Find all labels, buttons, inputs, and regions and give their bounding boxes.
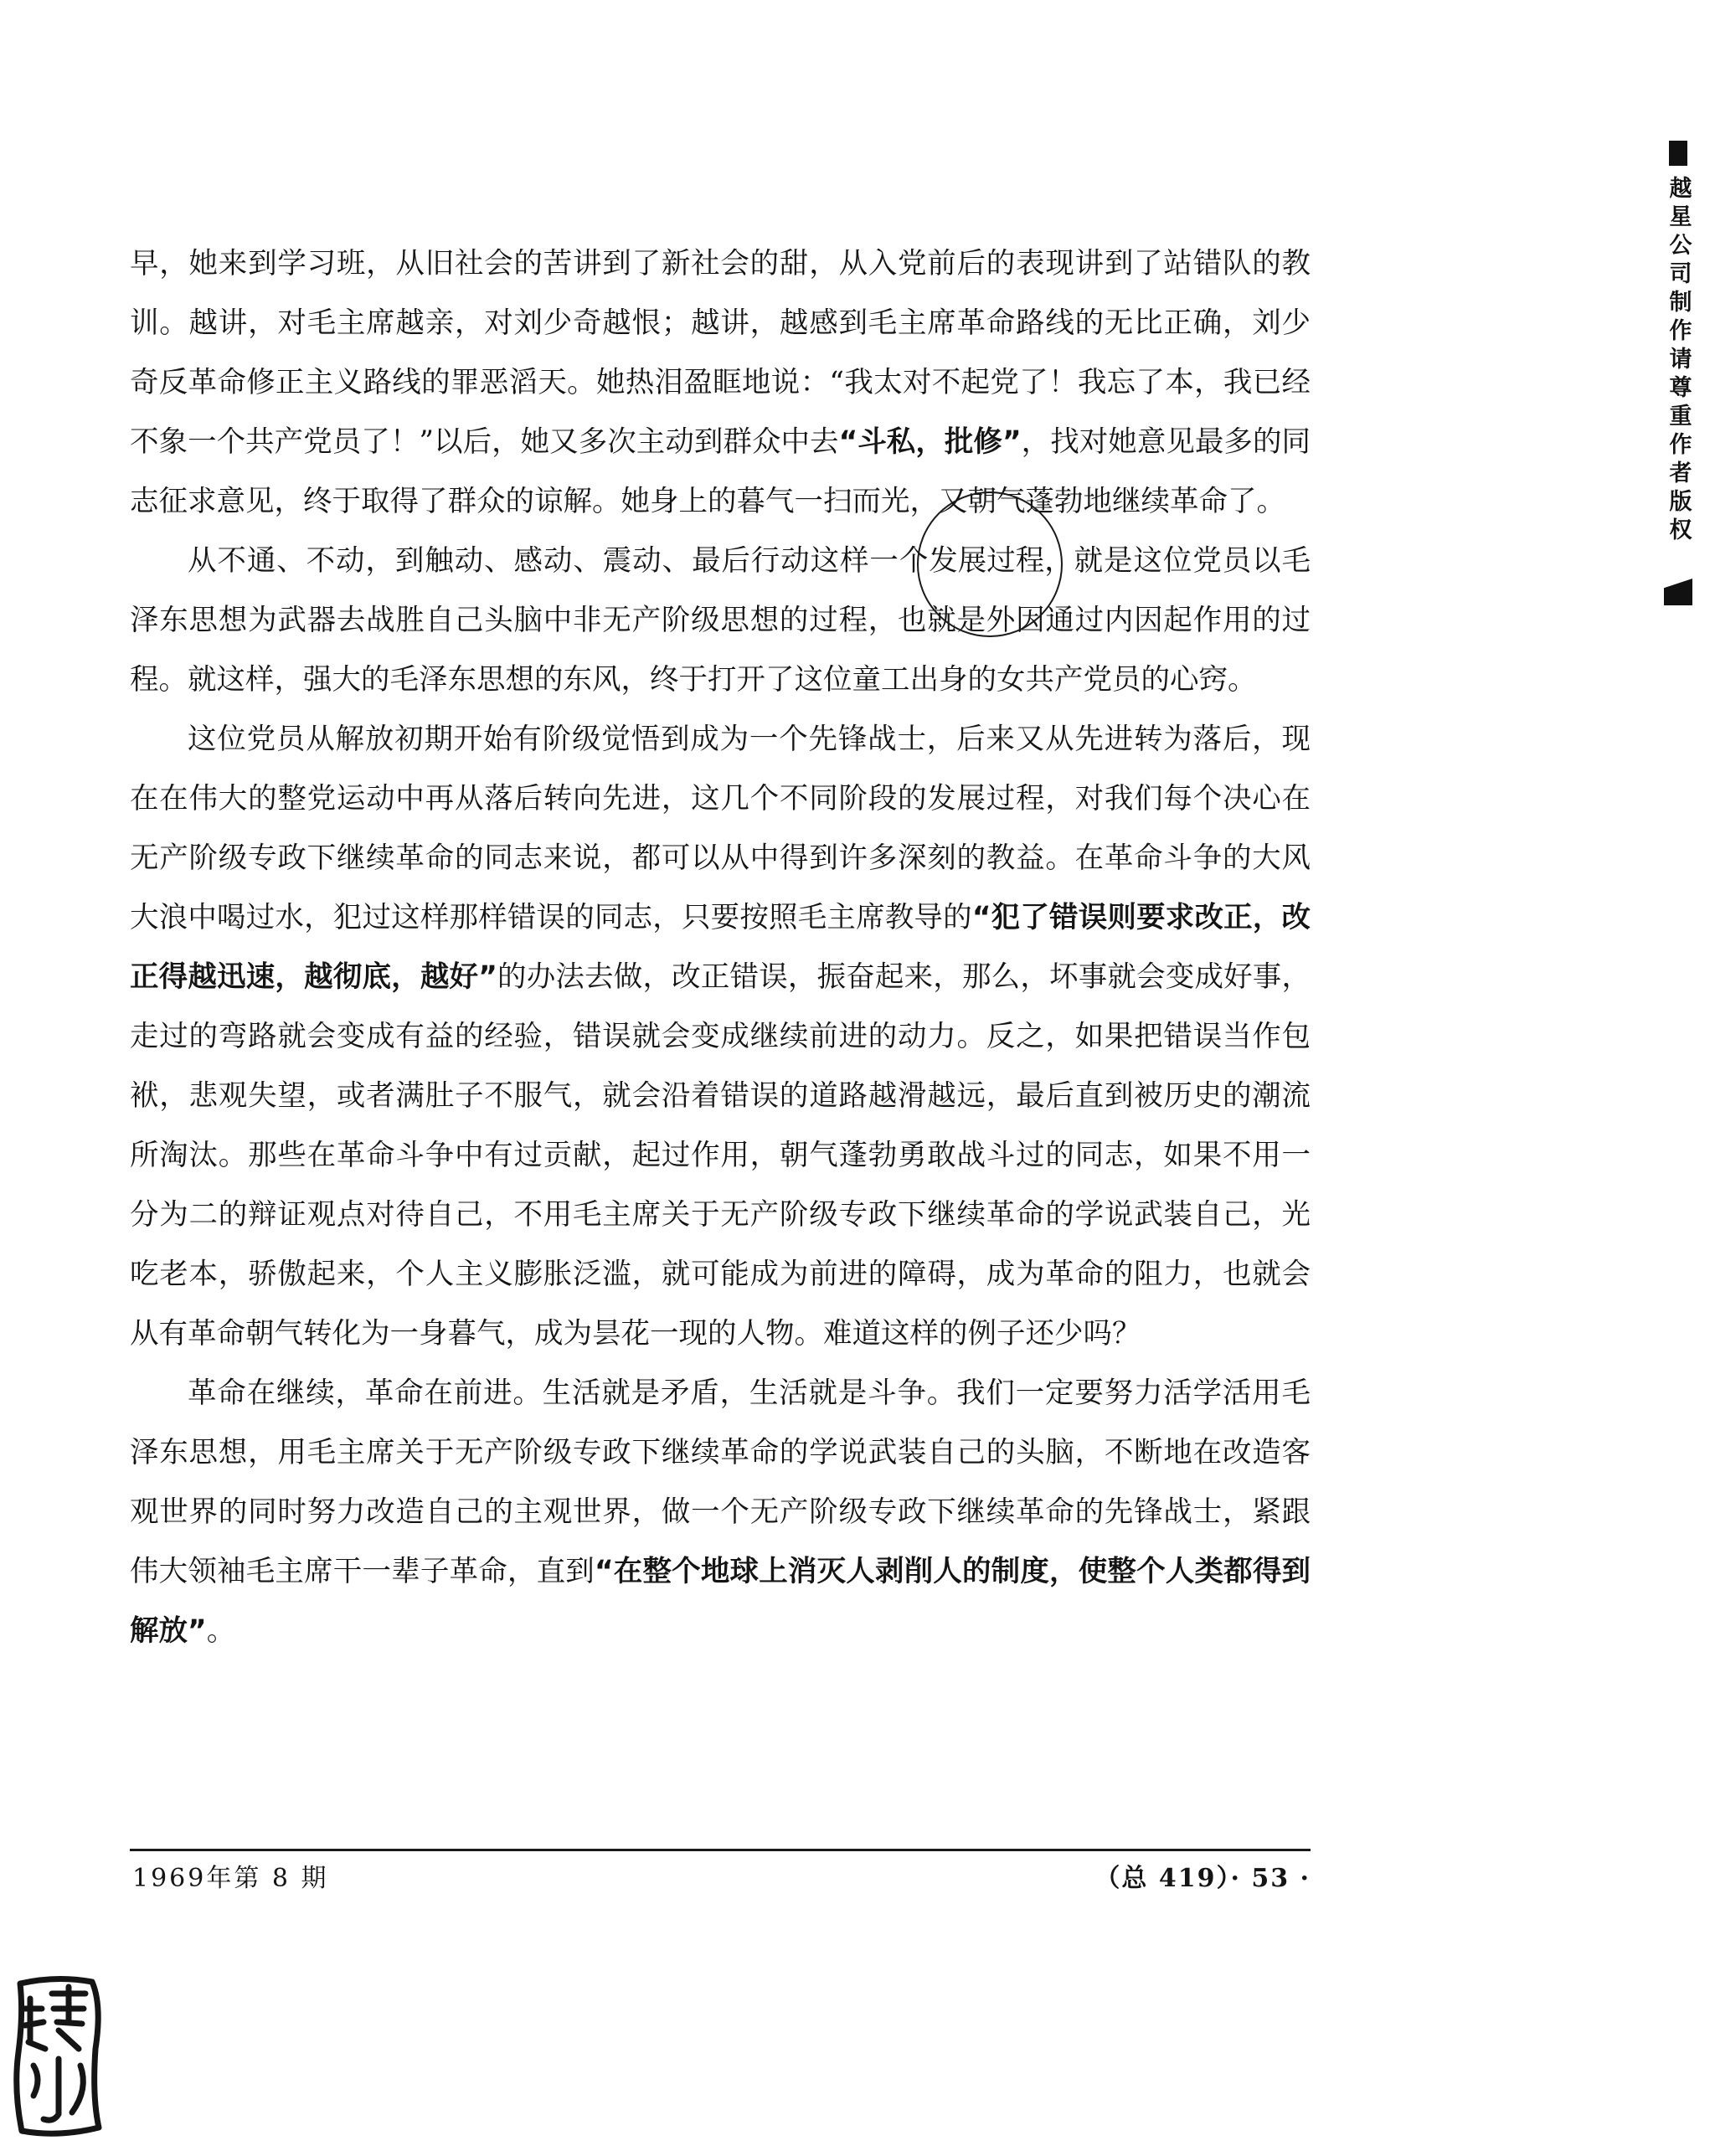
- paragraph: [130, 1364, 1311, 1661]
- quotation-emphasis: “斗私，批修”: [838, 425, 1022, 459]
- circled-annotation: 发展过程，: [929, 532, 1074, 591]
- page-number: （总 419）· 53 ·: [1094, 1864, 1311, 1893]
- copyright-sidebar: [1658, 141, 1698, 605]
- quotation-emphasis: “在整个地球上消灭人剥削人的制度，使整个人类都得到解放”: [130, 1555, 1311, 1648]
- text-segment: 。: [206, 1614, 236, 1648]
- text-segment: 革命在继续，革命在前进。生活就是矛盾，生活就是斗争。我们一定要努力活学活用毛泽东思想，用毛主席关于无产阶级专政下继续革命的学说武装自己的头脑，不断地在改造客观世界的同时努力改造自己的主观世界，做一个无产阶级专政下继续革命的先锋战士，紧跟伟大领袖毛主席干一辈子革命，直到: [130, 1376, 1311, 1588]
- text-segment: 就是这位党员以毛泽东思想为武器去战胜自己头脑中非无产阶级思想的过程，也就是外因通过内因起作用的过程。就这样，强大的毛泽东思想的东风，终于打开了这位童工出身的女共产党员的心窍。: [130, 544, 1311, 697]
- footer-rule: [130, 1849, 1311, 1851]
- sidebar-bar-top: [1669, 141, 1687, 166]
- paragraph: [130, 710, 1311, 1364]
- text-segment: 从不通、不动，到触动、感动、震动、最后行动这样一个: [188, 544, 930, 578]
- text-segment: ，找对她意见最多的同志征求意见，终于取得了群众的谅解。她身上的暮气一扫而光，又朝气蓬勃地继续革命了。: [130, 425, 1311, 518]
- paragraph: [130, 234, 1311, 532]
- text-segment: 早，她来到学习班，从旧社会的苦讲到了新社会的甜，从入党前后的表现讲到了站错队的教训。越讲，对毛主席越亲，对刘少奇越恨；越讲，越感到毛主席革命路线的无比正确，刘少奇反革命修正主义路线的罪恶滔天。她热泪盈眶地说：“我太对不起党了！我忘了本，我已经不象一个共产党员了！”以后，她又多次主动到群众中去: [130, 247, 1311, 459]
- paragraph: [130, 532, 1311, 710]
- copyright-notice: 越星公司制作请尊重作者版权: [1665, 176, 1692, 546]
- text-segment: 的办法去做，改正错误，振奋起来，那么，坏事就会变成好事，走过的弯路就会变成有益的经验，错误就会变成继续前进的动力。反之，如果把错误当作包袱，悲观失望，或者满肚子不服气，就会沿着错误的道路越滑越远，最后直到被历史的潮流所淘汰。那些在革命斗争中有过贡献，起过作用，朝气蓬勃勇敢战斗过的同志，如果不用一分为二的辩证观点对待自己，不用毛主席关于无产阶级专政下继续革命的学说武装自己，光吃老本，骄傲起来，个人主义膨胀泛滥，就可能成为前进的障碍，成为革命的阻力，也就会从有革命朝气转化为一身暮气，成为昙花一现的人物。难道这样的例子还少吗？: [130, 960, 1311, 1351]
- quotation-emphasis: “犯了错误则要求改正，改正得越迅速，越彻底，越好”: [130, 901, 1311, 994]
- article-body: [130, 234, 1311, 1661]
- text-segment: 这位党员从解放初期开始有阶级觉悟到成为一个先锋战士，后来又从先进转为落后，现在在伟大的整党运动中再从落后转向先进，这几个不同阶段的发展过程，对我们每个决心在无产阶级专政下继续革命的同志来说，都可以从中得到许多深刻的教益。在革命斗争的大风大浪中喝过水，犯过这样那样错误的同志，只要按照毛主席教导的: [130, 723, 1311, 934]
- sidebar-bar-bottom: [1664, 579, 1692, 605]
- seal-stamp-icon: [8, 1972, 107, 2143]
- issue-label: 1969年第 8 期: [132, 1864, 329, 1893]
